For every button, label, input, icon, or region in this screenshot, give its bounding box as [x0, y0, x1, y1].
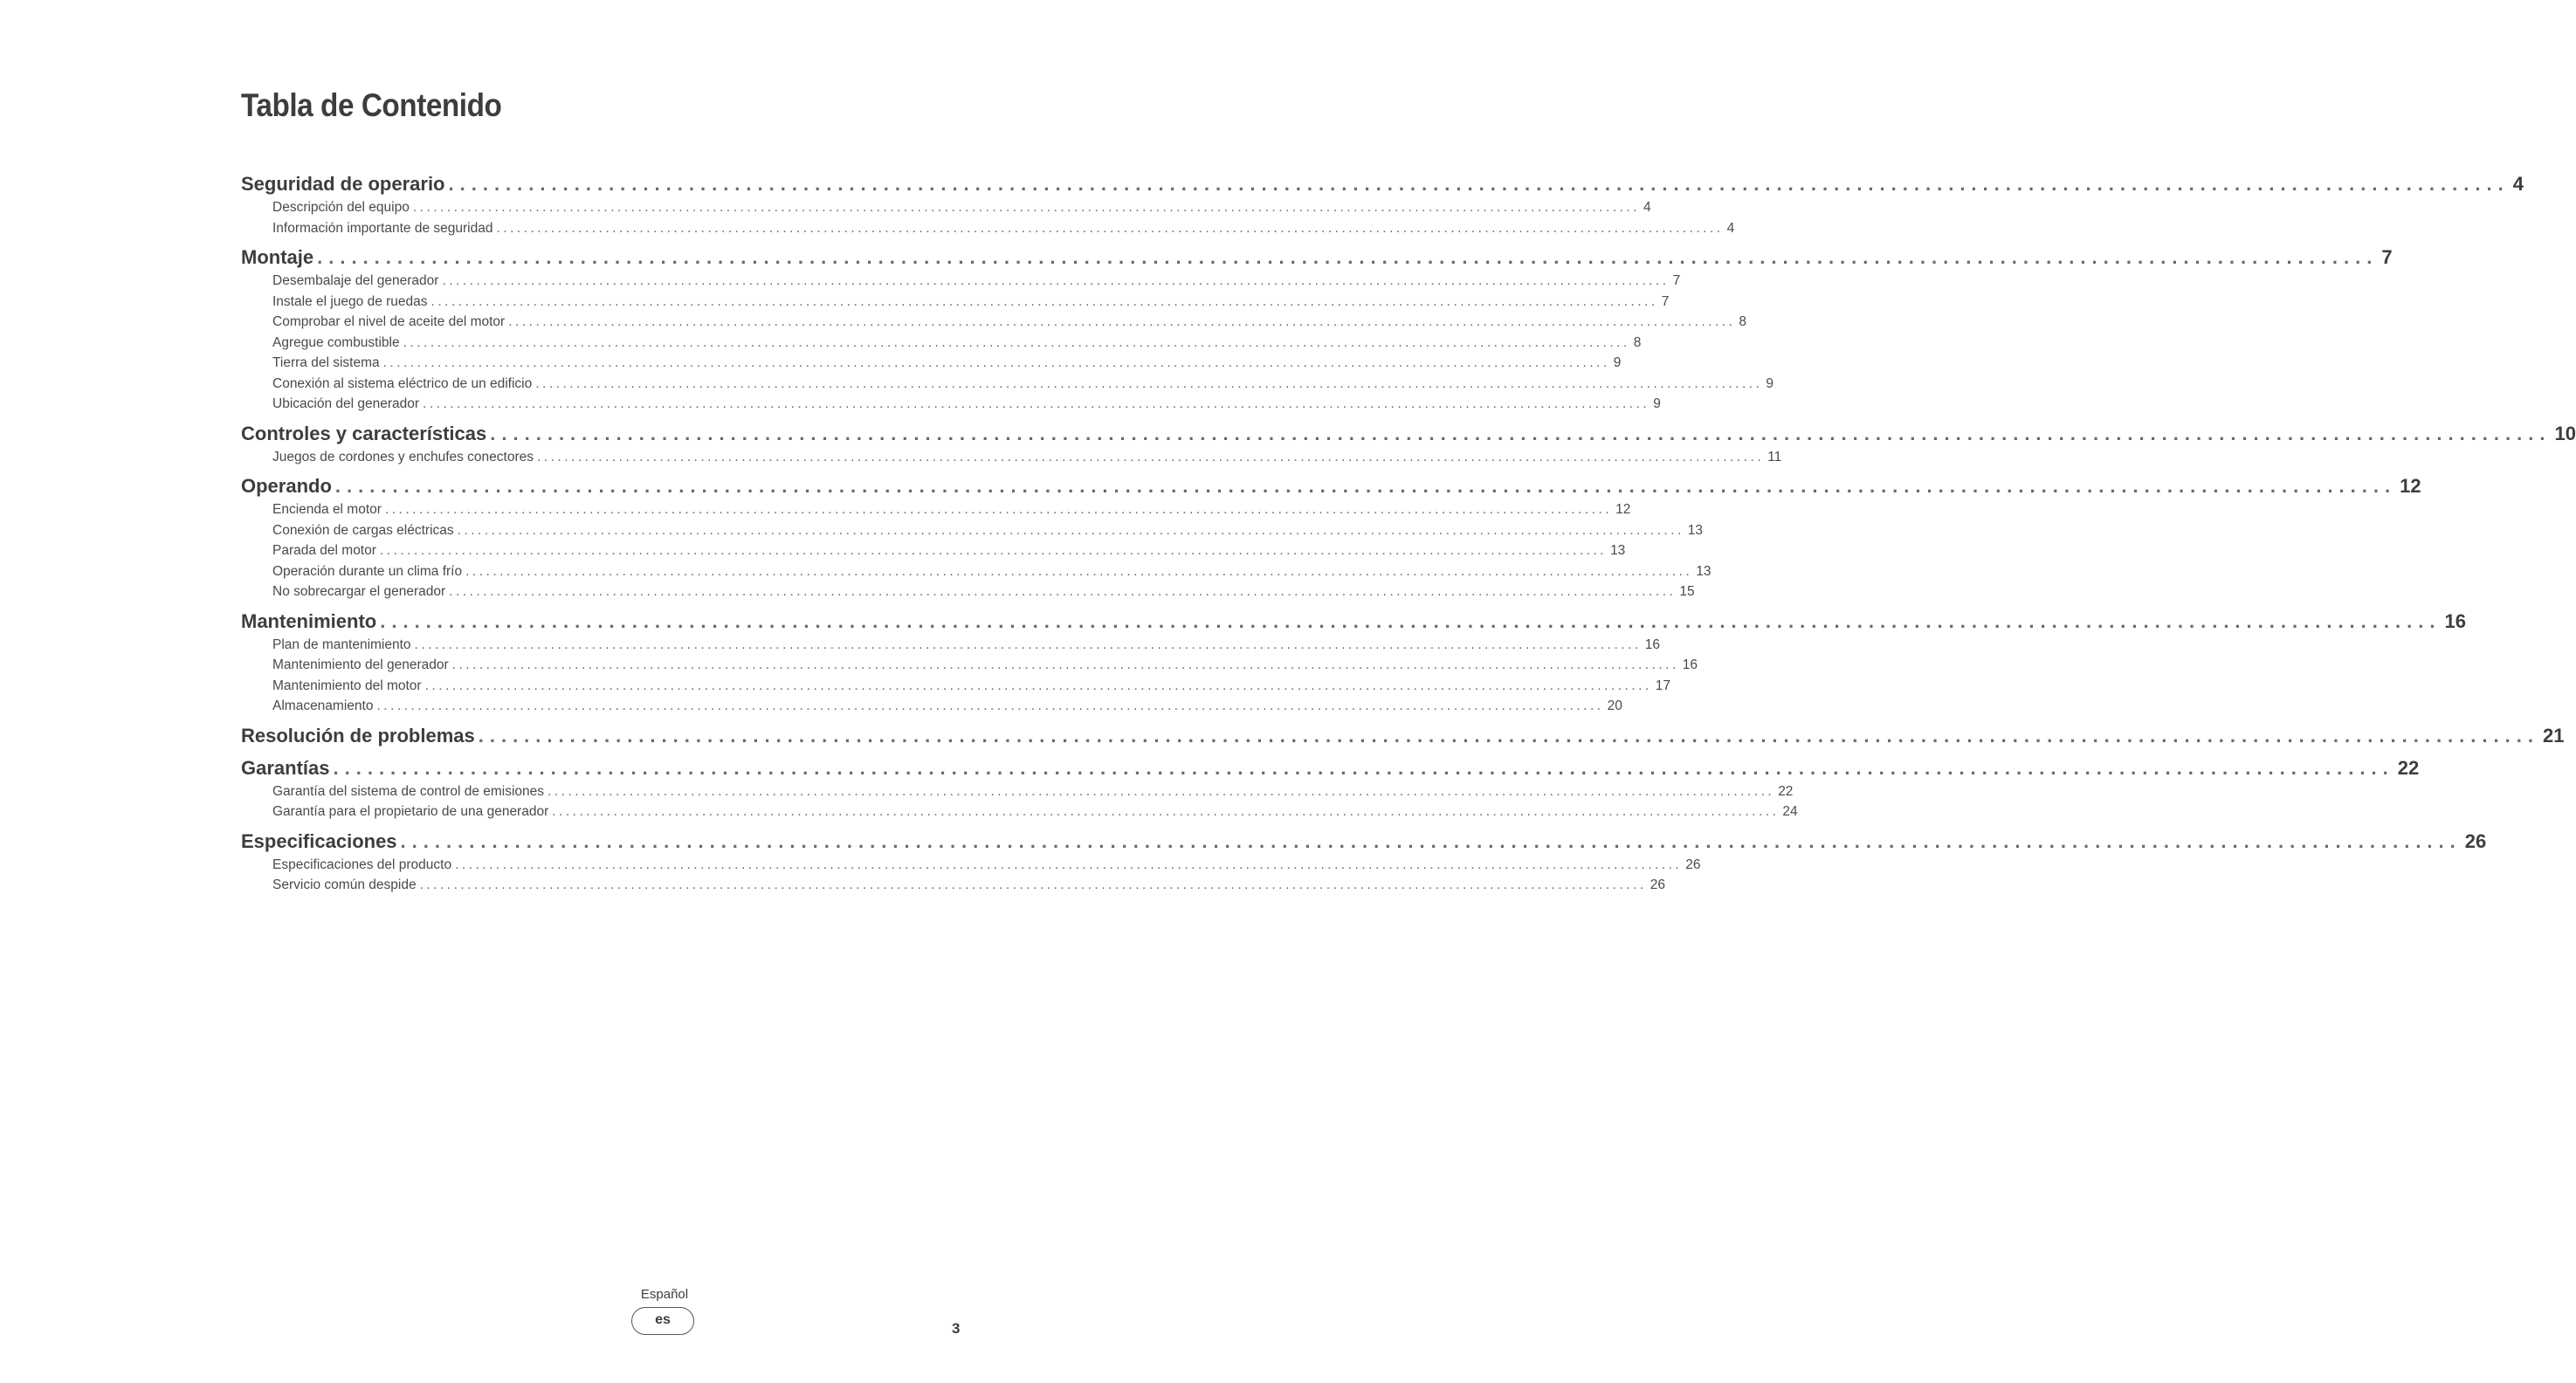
subsection-page-number: 24 [1782, 804, 1798, 819]
subsection-title: Mantenimiento del motor [272, 678, 422, 693]
subsection-title: Operación durante un clima frío [272, 563, 463, 579]
dot-leader: .................................................................................................................................................................................... [384, 502, 1613, 517]
subsection-title: Agregue combustible [272, 334, 400, 350]
toc-section [241, 171, 2524, 238]
toc-section-entry[interactable] [241, 723, 2565, 749]
subsection-title: Especificaciones del producto [272, 857, 452, 872]
subsection-page-number: 11 [1767, 449, 1782, 464]
section-title: Especificaciones [241, 829, 397, 852]
toc-subsection-entry[interactable] [241, 875, 1665, 896]
subsection-page-number: 9 [1613, 355, 1622, 370]
dot-leader: .................................................................................................................................................................................... [457, 522, 1684, 538]
subsection-page-number: 4 [1726, 220, 1735, 236]
toc-subsection-entry[interactable] [241, 353, 1622, 374]
section-page-number: 4 [2512, 173, 2524, 195]
section-page-number: 21 [2542, 724, 2565, 747]
subsection-page-number: 15 [1679, 584, 1695, 599]
section-page-number: 22 [2397, 756, 2420, 779]
toc-section [241, 244, 2393, 415]
subsection-page-number: 8 [1633, 334, 1642, 350]
dot-leader: .................................................................................................................................................................................... [490, 422, 2552, 444]
section-title: Montaje [241, 246, 314, 268]
toc-section-entry[interactable] [241, 473, 2421, 499]
toc-subsection-entry[interactable] [241, 540, 1626, 561]
dot-leader: .................................................................................................................................................................................... [449, 584, 1677, 599]
subsection-page-number: 7 [1672, 273, 1681, 288]
subsection-title: Parada del motor [272, 543, 376, 558]
subsection-title: Juegos de cordones y enchufes conectores [272, 449, 534, 464]
section-page-number: 26 [2464, 829, 2487, 852]
toc-subsection-entry[interactable] [241, 447, 1782, 468]
subsection-title: Descripción del equipo [272, 200, 410, 215]
toc-section-entry[interactable] [241, 171, 2524, 197]
subsection-page-number: 13 [1687, 522, 1704, 538]
toc-section-entry[interactable] [241, 609, 2466, 635]
section-page-number: 7 [2381, 246, 2393, 268]
subsection-title: Desembalaje del generador [272, 273, 439, 288]
subsection-title: Almacenamiento [272, 698, 374, 713]
dot-leader: .................................................................................................................................................................................... [552, 804, 1780, 819]
toc-subsection-entry[interactable] [241, 561, 1712, 582]
dot-leader: .................................................................................................................................................................................... [376, 698, 1604, 713]
dot-leader: .................................................................................................................................................................................... [455, 857, 1683, 872]
toc-section-entry[interactable] [241, 829, 2487, 855]
dot-leader: .................................................................................................................................................................................... [548, 783, 1775, 799]
section-title: Garantías [241, 756, 330, 779]
language-label: Español [640, 1287, 689, 1302]
toc-section [241, 609, 2466, 717]
subsection-page-number: 9 [1766, 375, 1774, 391]
section-title: Mantenimiento [241, 609, 377, 632]
subsection-page-number: 12 [1615, 502, 1631, 517]
subsection-page-number: 16 [1682, 657, 1698, 672]
toc-subsection-entry[interactable] [241, 520, 1704, 541]
subsection-page-number: 20 [1607, 698, 1622, 713]
subsection-title: Servicio común despide [272, 877, 417, 892]
toc-subsection-entry[interactable] [241, 292, 1670, 313]
dot-leader: .................................................................................................................................................................................... [496, 220, 1724, 236]
toc-section [241, 755, 2420, 822]
subsection-page-number: 13 [1696, 563, 1712, 579]
subsection-page-number: 8 [1739, 314, 1746, 329]
toc-subsection-entry[interactable] [241, 635, 1660, 656]
subsection-title: Información importante de seguridad [272, 220, 493, 236]
language-badge: es [631, 1307, 694, 1335]
dot-leader: .................................................................................................................................................................................... [380, 609, 2442, 632]
subsection-title: Garantía para el propietario de una generador [272, 804, 549, 819]
dot-leader: .................................................................................................................................................................................... [535, 375, 1763, 391]
toc-subsection-entry[interactable] [241, 394, 1661, 415]
subsection-title: Garantía del sistema de control de emisiones [272, 783, 545, 799]
subsection-page-number: 9 [1653, 396, 1661, 411]
subsection-title: Conexión al sistema eléctrico de un edificio [272, 375, 533, 391]
dot-leader: .................................................................................................................................................................................... [478, 724, 2539, 747]
toc-subsection-entry[interactable] [241, 855, 1701, 876]
dot-leader: .................................................................................................................................................................................... [419, 877, 1647, 892]
section-page-number: 12 [2400, 475, 2421, 497]
toc-subsection-entry[interactable] [241, 271, 1681, 292]
subsection-page-number: 16 [1644, 636, 1660, 652]
subsection-title: Plan de mantenimiento [272, 636, 411, 652]
subsection-title: Comprobar el nivel de aceite del motor [272, 314, 506, 329]
table-of-contents [241, 171, 2576, 902]
subsection-page-number: 4 [1643, 200, 1651, 215]
toc-section [241, 723, 2565, 749]
page-title: Tabla de Contenido [241, 87, 502, 123]
dot-leader: .................................................................................................................................................................................... [465, 563, 1693, 579]
dot-leader: .................................................................................................................................................................................... [451, 657, 1679, 672]
toc-section [241, 473, 2421, 602]
toc-subsection-entry[interactable] [241, 374, 1774, 395]
section-title: Operando [241, 475, 332, 497]
subsection-title: No sobrecargar el generador [272, 584, 446, 599]
subsection-page-number: 17 [1655, 678, 1670, 693]
toc-section-entry[interactable] [241, 244, 2393, 271]
subsection-page-number: 13 [1610, 543, 1626, 558]
section-page-number: 10 [2554, 422, 2576, 444]
dot-leader: .................................................................................................................................................................................... [430, 293, 1658, 309]
subsection-title: Ubicación del generador [272, 396, 420, 411]
section-page-number: 16 [2444, 609, 2466, 632]
subsection-title: Conexión de cargas eléctricas [272, 522, 454, 538]
dot-leader: .................................................................................................................................................................................... [334, 475, 2397, 497]
subsection-title: Instale el juego de ruedas [272, 293, 428, 309]
dot-leader: .................................................................................................................................................................................... [379, 543, 1608, 558]
toc-section-entry[interactable] [241, 755, 2420, 781]
toc-subsection-entry[interactable] [241, 781, 1794, 802]
dot-leader: .................................................................................................................................................................................... [424, 678, 1652, 693]
dot-leader: .................................................................................................................................................................................... [448, 173, 2510, 195]
toc-section-entry[interactable] [241, 421, 2576, 447]
subsection-page-number: 26 [1685, 857, 1701, 872]
dot-leader: .................................................................................................................................................................................... [508, 314, 1736, 329]
toc-subsection-entry[interactable] [241, 218, 1735, 239]
dot-leader: .................................................................................................................................................................................... [400, 829, 2462, 852]
subsection-title: Mantenimiento del generador [272, 657, 449, 672]
subsection-title: Tierra del sistema [272, 355, 380, 370]
dot-leader: .................................................................................................................................................................................... [333, 756, 2394, 779]
subsection-title: Encienda el motor [272, 502, 382, 517]
toc-section [241, 421, 2576, 468]
toc-subsection-entry[interactable] [241, 581, 1695, 602]
dot-leader: .................................................................................................................................................................................... [423, 396, 1650, 411]
toc-subsection-entry[interactable] [241, 802, 1798, 822]
subsection-page-number: 7 [1661, 293, 1670, 309]
toc-subsection-entry[interactable] [241, 676, 1670, 697]
page-number: 3 [952, 1320, 961, 1337]
toc-subsection-entry[interactable] [241, 333, 1642, 354]
dot-leader: .................................................................................................................................................................................... [537, 449, 1765, 464]
dot-leader: .................................................................................................................................................................................... [412, 200, 1640, 215]
section-title: Seguridad de operario [241, 173, 445, 195]
dot-leader: .................................................................................................................................................................................... [317, 246, 2379, 268]
toc-subsection-entry[interactable] [241, 696, 1622, 717]
dot-leader: .................................................................................................................................................................................... [414, 636, 1642, 652]
dot-leader: .................................................................................................................................................................................... [382, 355, 1610, 370]
toc-subsection-entry[interactable] [241, 499, 1631, 520]
dot-leader: .................................................................................................................................................................................... [442, 273, 1670, 288]
subsection-page-number: 26 [1650, 877, 1665, 892]
toc-section [241, 829, 2487, 896]
toc-subsection-entry[interactable] [241, 312, 1746, 333]
toc-subsection-entry[interactable] [241, 655, 1698, 676]
toc-subsection-entry[interactable] [241, 197, 1651, 218]
dot-leader: .................................................................................................................................................................................... [403, 334, 1630, 350]
subsection-page-number: 22 [1778, 783, 1794, 799]
section-title: Controles y características [241, 422, 487, 444]
section-title: Resolución de problemas [241, 724, 475, 747]
